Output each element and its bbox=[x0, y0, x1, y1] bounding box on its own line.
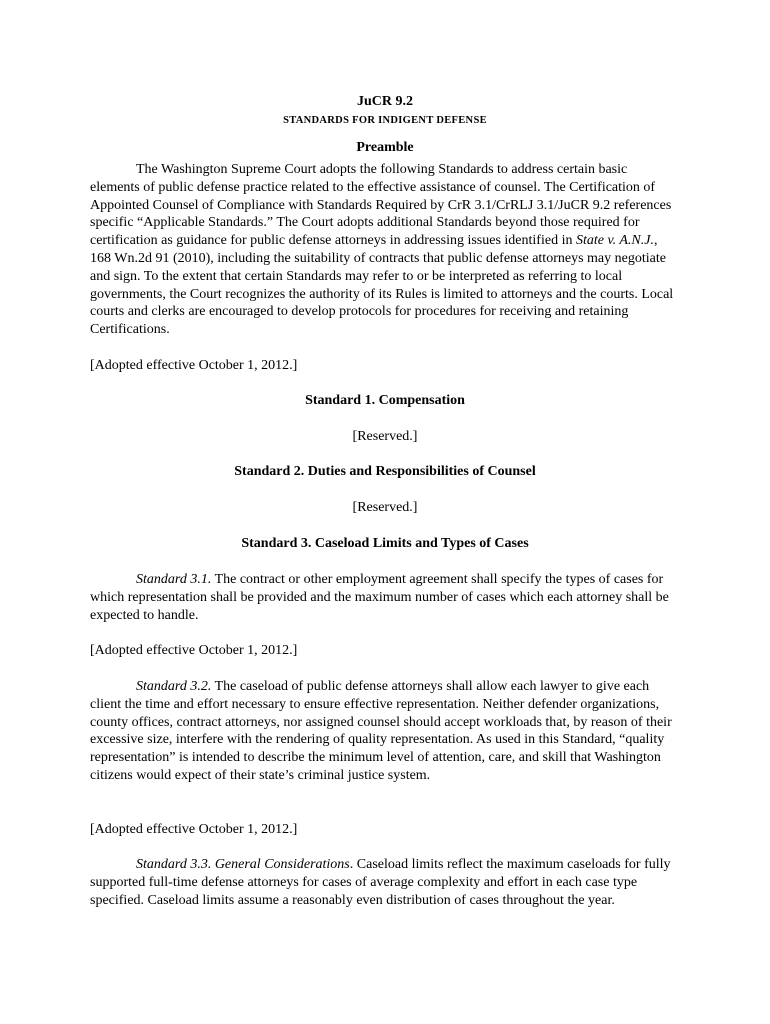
standard-3-2-label: Standard 3.2. bbox=[136, 679, 212, 694]
standard-3-2-text: The caseload of public defense attorneys shall allow each lawyer to give each client the time and effort necessary to ensure effective representation. Neither defender organizations, county offices, contract attorneys, nor assigned counsel should accept workloads that, by reason of their excessive size, interfere with the rendering of quality representation. As used in this Standard, “quality representation” is intended to describe the minimum level of attention, care, and skill that Washington citizens would expect of their state’s criminal justice system. bbox=[90, 679, 672, 783]
standard-3-1-label: Standard 3.1. bbox=[136, 572, 212, 587]
standard-2-heading: Standard 2. Duties and Responsibilities of Counsel bbox=[234, 464, 536, 479]
standard-3-3-label: Standard 3.3. General Considerations bbox=[136, 857, 350, 872]
document-title: JuCR 9.2 bbox=[356, 94, 413, 109]
adopted-note-preamble: [Adopted effective October 1, 2012.] bbox=[90, 358, 298, 373]
standard-1-heading: Standard 1. Compensation bbox=[305, 393, 465, 408]
adopted-note-3-1: [Adopted effective October 1, 2012.] bbox=[90, 643, 298, 658]
standard-3-heading: Standard 3. Caseload Limits and Types of Cases bbox=[241, 536, 529, 551]
adopted-note-3-2: [Adopted effective October 1, 2012.] bbox=[90, 822, 298, 837]
preamble-paragraph bbox=[90, 161, 680, 339]
standard-3-3-paragraph bbox=[90, 856, 680, 909]
preamble-text-part2: , 168 Wn.2d 91 (2010), including the suitability of contracts that public defense attorneys may negotiate and sign. To the extent that certain Standards may refer to or be interpreted as referring to local governments, the Court recognizes the authority of its Rules is limited to attorneys and the courts. Local courts and clerks are encouraged to develop protocols for procedures for receiving and retaining Certifications. bbox=[90, 233, 674, 338]
standard-2-reserved: [Reserved.] bbox=[352, 500, 418, 515]
standard-3-3-text: . Caseload limits reflect the maximum caseloads for fully supported full-time defense attorneys for cases of average complexity and effort in each case type specified. Caseload limits assume a reasonably even distribution of cases throughout the year. bbox=[90, 857, 671, 908]
standard-3-1-paragraph bbox=[90, 571, 680, 624]
standard-3-1-text: The contract or other employment agreement shall specify the types of cases for which representation shall be provided and the maximum number of cases which each attorney shall be expected to handle. bbox=[90, 572, 669, 623]
preamble-heading: Preamble bbox=[356, 140, 414, 155]
case-citation: State v. A.N.J. bbox=[575, 233, 654, 249]
document-subtitle: STANDARDS FOR INDIGENT DEFENSE bbox=[283, 115, 487, 126]
standard-3-2-paragraph bbox=[90, 678, 680, 785]
preamble-text-part1: The Washington Supreme Court adopts the following Standards to address certain basic elements of public defense practice related to the effective assistance of counsel. The Certification of Appointed Counsel of Compliance with Standards Required by CrR 3.1/CrRLJ 3.1/JuCR 9.2 references specific “Applicable Standards.” The Court adopts additional Standards beyond those required for certification as guidance for public defense attorneys in addressing issues identified in bbox=[90, 162, 672, 249]
standard-1-reserved: [Reserved.] bbox=[352, 429, 418, 444]
